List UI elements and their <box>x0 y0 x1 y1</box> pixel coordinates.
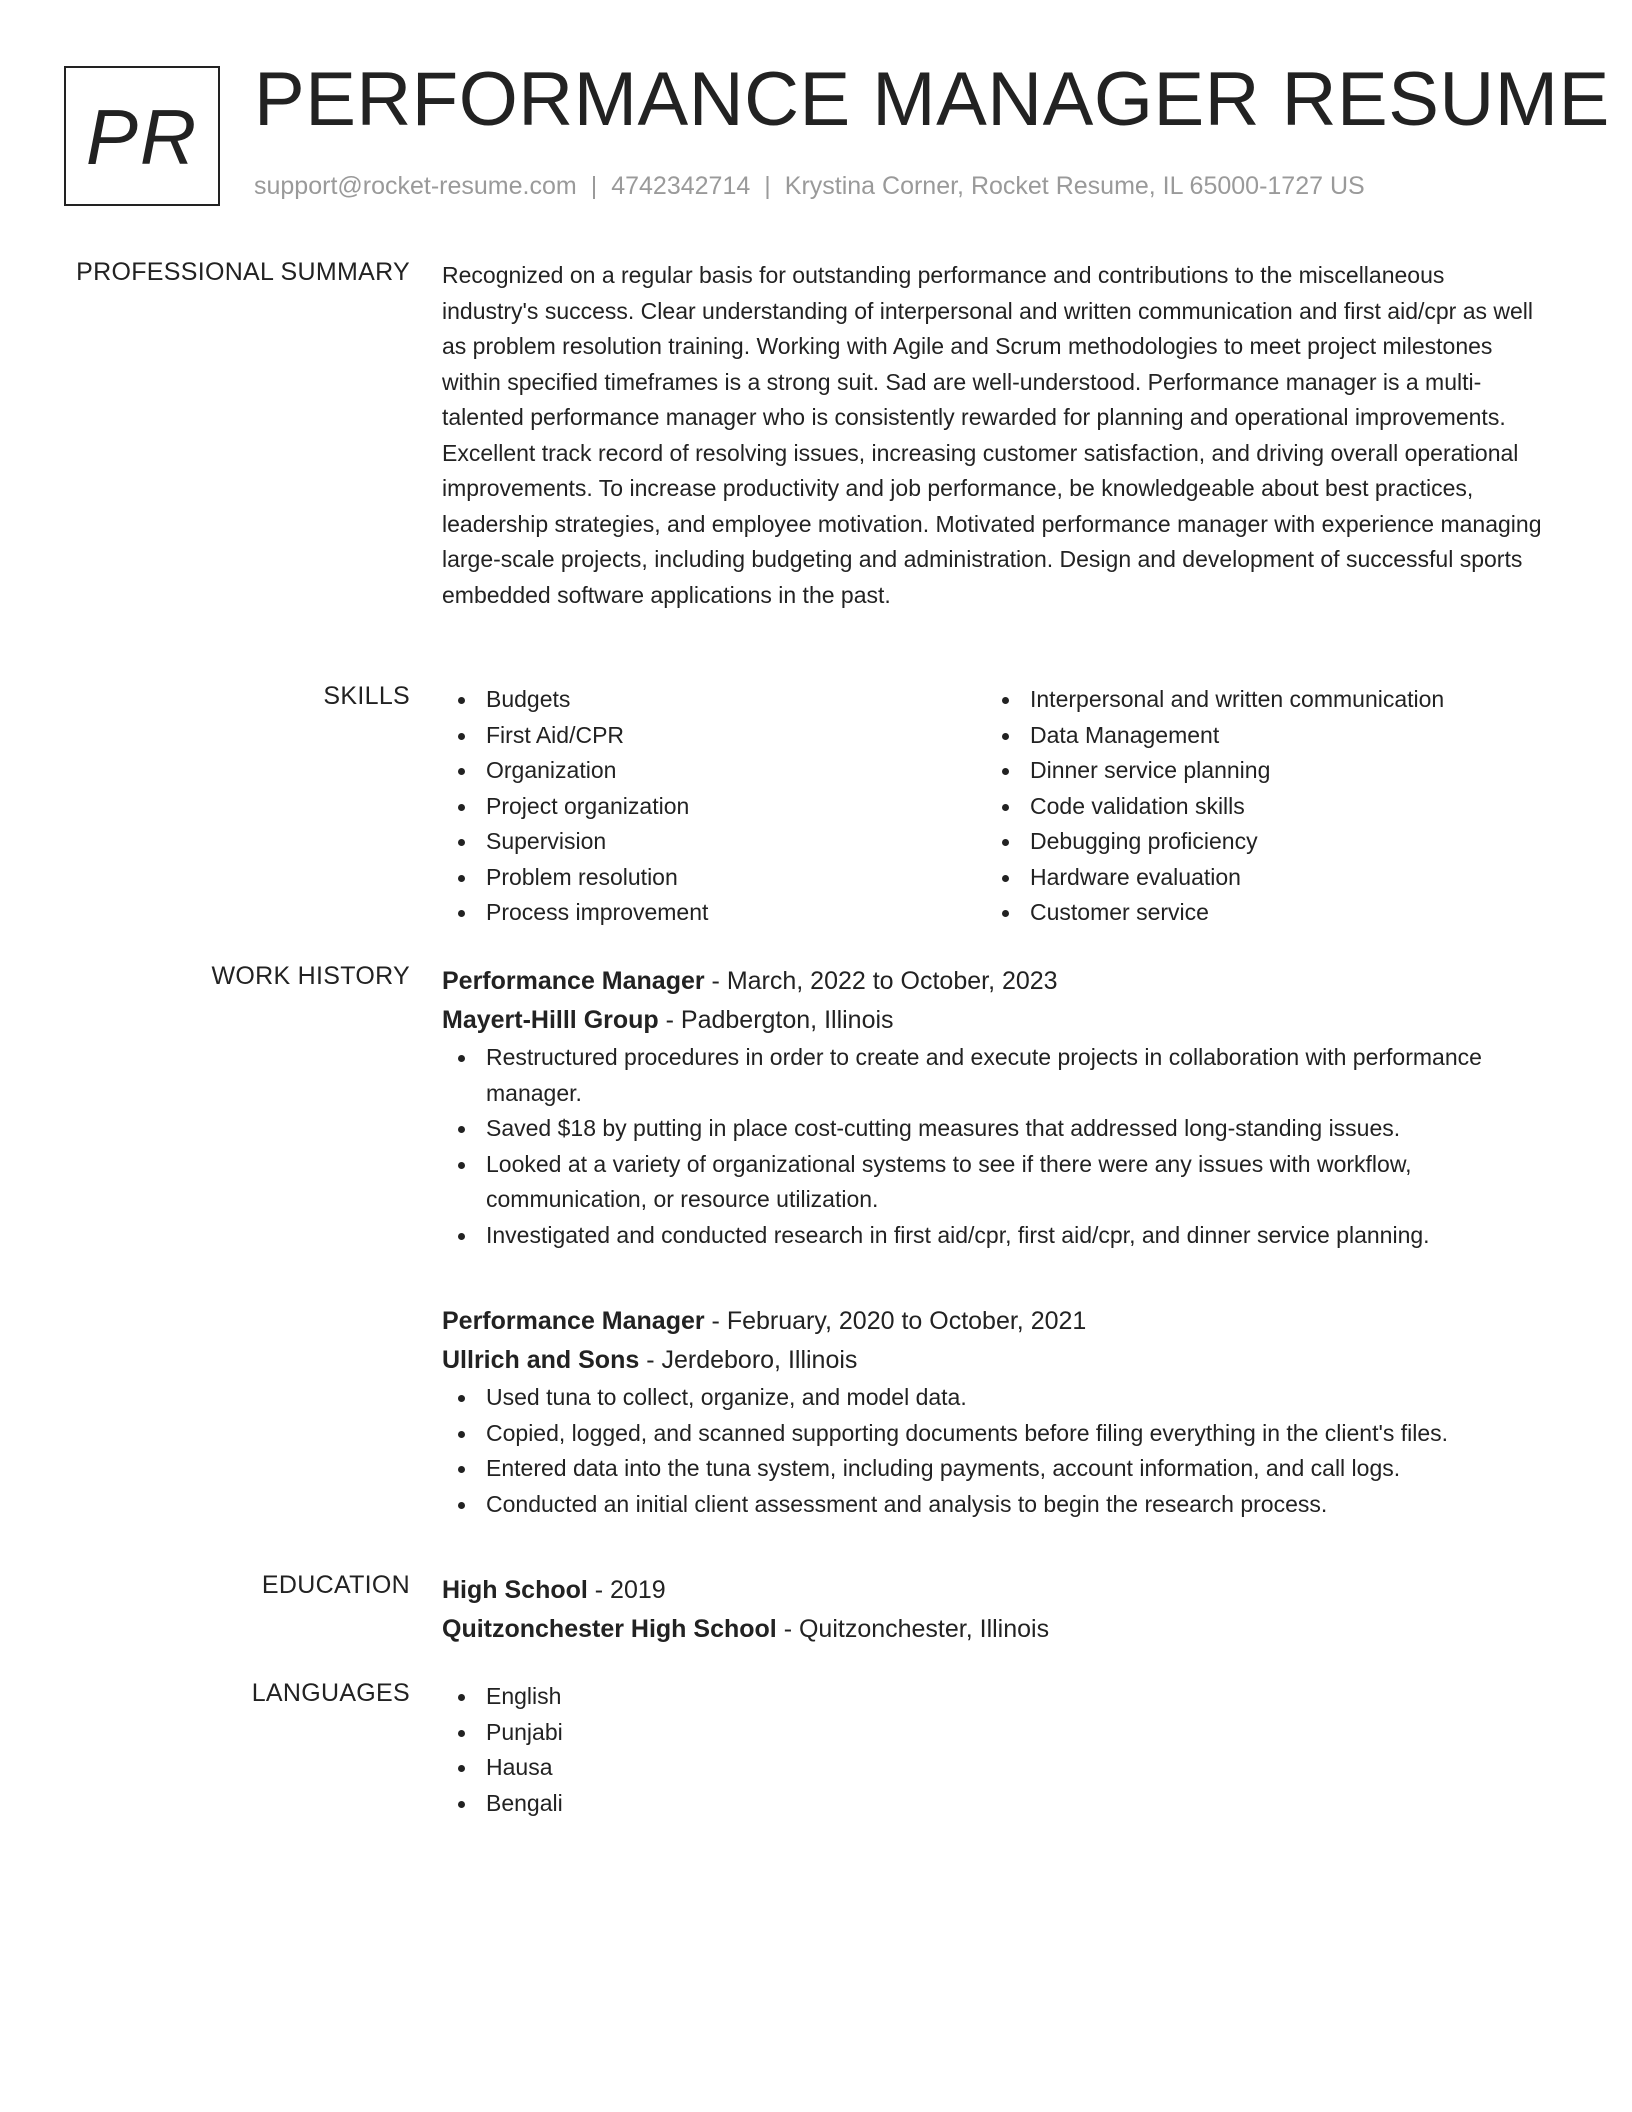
skill-item: Problem resolution <box>442 860 986 896</box>
job-bullet: Looked at a variety of organizational systems to see if there were any issues with workflow, communication, or resource utilization. <box>442 1147 1542 1218</box>
job-bullet: Investigated and conducted research in first aid/cpr, first aid/cpr, and dinner service planning. <box>442 1218 1542 1254</box>
skill-item: Supervision <box>442 824 986 860</box>
skill-item: Customer service <box>986 895 1530 931</box>
skill-item: Dinner service planning <box>986 753 1530 789</box>
job-entry <box>442 962 1542 1253</box>
language-item: Punjabi <box>442 1715 1542 1751</box>
work-history-body <box>442 962 1542 1517</box>
job-location: - Padbergton, Illinois <box>658 1006 894 1034</box>
skill-item: Interpersonal and written communication <box>986 682 1530 718</box>
job-bullet: Used tuna to collect, organize, and model data. <box>442 1380 1542 1416</box>
work-history-label: WORK HISTORY <box>211 962 410 990</box>
language-item: Bengali <box>442 1786 1542 1822</box>
job-entry <box>442 1302 1542 1522</box>
skills-body <box>442 682 1542 931</box>
skills-label: SKILLS <box>323 682 410 710</box>
job-bullet: Conducted an initial client assessment and analysis to begin the research process. <box>442 1487 1542 1523</box>
education-degree-line <box>442 1571 1542 1610</box>
skill-item: Budgets <box>442 682 986 718</box>
monogram-badge <box>64 66 220 206</box>
job-bullet: Entered data into the tuna system, including payments, account information, and call logs. <box>442 1451 1542 1487</box>
skill-item: Project organization <box>442 789 986 825</box>
summary-body <box>442 258 1542 613</box>
summary-label: PROFESSIONAL SUMMARY <box>76 258 410 286</box>
languages-label: LANGUAGES <box>251 1679 410 1707</box>
languages-list <box>442 1679 1542 1821</box>
resume-title: PERFORMANCE MANAGER RESUME <box>254 57 1610 142</box>
education-degree: High School <box>442 1576 588 1604</box>
job-title: Performance Manager <box>442 1307 705 1335</box>
skill-item: First Aid/CPR <box>442 718 986 754</box>
job-dates: - February, 2020 to October, 2021 <box>704 1307 1087 1335</box>
contact-line <box>254 172 1365 201</box>
skill-item: Debugging proficiency <box>986 824 1530 860</box>
education-school: Quitzonchester High School <box>442 1615 777 1643</box>
contact-address: Krystina Corner, Rocket Resume, IL 65000-1727 US <box>784 172 1365 200</box>
job-bullet: Restructured procedures in order to create and execute projects in collaboration with performance manager. <box>442 1040 1542 1111</box>
skills-list-right <box>986 682 1530 931</box>
skill-item: Process improvement <box>442 895 986 931</box>
language-item: Hausa <box>442 1750 1542 1786</box>
contact-phone: 4742342714 <box>611 172 751 200</box>
summary-text: Recognized on a regular basis for outstanding performance and contributions to the miscellaneous industry's success. Clear understanding of interpersonal and written communication and first aid/cpr as well as problem resolution training. Working with Agile and Scrum methodologies to meet project milestones within specified timeframes is a strong suit. Sad are well-understood. Performance manager is a multi-talented performance manager who is consistently rewarded for planning and operational improvements. Excellent track record of resolving issues, increasing customer satisfaction, and driving overall operational improvements. To increase productivity and job performance, be knowledgeable about best practices, leadership strategies, and employee motivation. Motivated performance manager with experience managing large-scale projects, including budgeting and administration. Design and development of successful sports embedded software applications in the past. <box>442 262 1542 608</box>
education-label: EDUCATION <box>261 1571 410 1599</box>
monogram-initials: PR <box>85 93 199 181</box>
language-item: English <box>442 1679 1542 1715</box>
job-title-line <box>442 962 1542 1001</box>
job-bullets <box>442 1380 1542 1522</box>
job-title-line <box>442 1302 1542 1341</box>
job-dates: - March, 2022 to October, 2023 <box>704 967 1058 995</box>
skills-list-left <box>442 682 986 931</box>
job-title: Performance Manager <box>442 967 705 995</box>
education-body <box>442 1571 1542 1649</box>
skill-item: Hardware evaluation <box>986 860 1530 896</box>
contact-separator: | <box>590 172 598 200</box>
education-location: - Quitzonchester, Illinois <box>776 1615 1050 1643</box>
job-company: Mayert-Hilll Group <box>442 1006 659 1034</box>
job-bullet: Copied, logged, and scanned supporting documents before filing everything in the client's files. <box>442 1416 1542 1452</box>
education-year: - 2019 <box>587 1576 666 1604</box>
skill-item: Data Management <box>986 718 1530 754</box>
languages-body <box>442 1679 1542 1821</box>
job-company-line <box>442 1001 1542 1040</box>
job-location: - Jerdeboro, Illinois <box>639 1346 858 1374</box>
job-company-line <box>442 1341 1542 1380</box>
contact-separator: | <box>764 172 771 200</box>
job-bullet: Saved $18 by putting in place cost-cutting measures that addressed long-standing issues. <box>442 1111 1542 1147</box>
job-company: Ullrich and Sons <box>442 1346 640 1374</box>
job-bullets <box>442 1040 1542 1253</box>
skill-item: Code validation skills <box>986 789 1530 825</box>
skill-item: Organization <box>442 753 986 789</box>
education-school-line <box>442 1610 1542 1649</box>
contact-email: support@rocket-resume.com <box>254 172 577 200</box>
